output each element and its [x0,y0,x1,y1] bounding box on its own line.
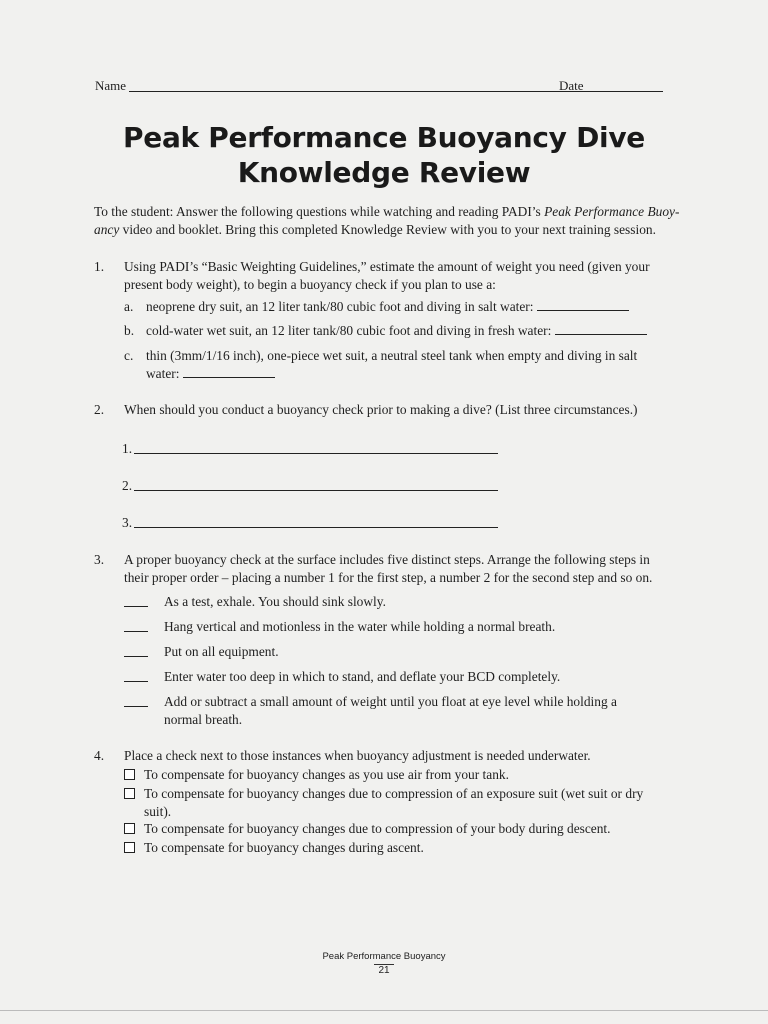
name-label: Name [95,78,127,93]
step-text: Hang vertical and motionless in the water while holding a normal breath. [164,619,556,634]
question-number: 2. [94,402,105,417]
question-text: A proper buoyancy check at the surface includes five distinct steps. Arrange the following steps in their proper order – placing a number 1 for the first step, a number 2 for the second step and so on. [124,552,653,585]
option-text: To compensate for buoyancy changes due to compression of your body during descent. [144,821,611,836]
checkbox[interactable] [124,769,135,780]
line-number: 2. [122,478,133,493]
order-blank[interactable] [124,706,148,707]
step-text: Put on all equipment. [164,644,279,659]
answer-line-1[interactable] [122,440,502,458]
order-blank[interactable] [124,656,148,657]
running-title: Peak Performance Buoyancy [322,951,446,962]
step-text: Enter water too deep in which to stand, and deflate your BCD completely. [164,669,561,684]
sub-letter: c. [124,348,134,363]
option-text: To compensate for buoyancy changes as you use air from your tank. [144,767,509,782]
page-number: 21 [374,964,393,976]
line-number: 3. [122,515,133,530]
question-number: 1. [94,259,105,274]
sub-letter: a. [124,299,134,314]
intro-suffix: video and booklet. Bring this completed Knowledge Review with you to your next training session. [119,222,656,237]
order-blank[interactable] [124,606,148,607]
intro-italic-title: Peak Performance Buoy-ancy [94,204,680,237]
question-number: 4. [94,748,105,763]
option-text: To compensate for buoyancy changes due to compression of an exposure suit (wet suit or dry suit). [144,786,644,819]
intro-prefix: To the student: Answer the following questions while watching and reading PADI’s [94,204,545,219]
option-text: To compensate for buoyancy changes during ascent. [144,840,424,855]
checkbox[interactable] [124,788,135,799]
question-number: 3. [94,552,105,567]
step-text: As a test, exhale. You should sink slowly. [164,594,386,609]
page-title [0,120,768,190]
sub-letter: b. [124,323,135,338]
sub-text: neoprene dry suit, an 12 liter tank/80 cubic foot and diving in salt water: [146,299,534,314]
date-label: Date [559,78,584,93]
order-blank[interactable] [124,681,148,682]
answer-blank[interactable] [183,365,275,378]
header-fields [95,78,663,96]
title-line-2: Knowledge Review [237,156,531,189]
intro-paragraph [94,203,684,239]
answer-blank[interactable] [555,322,647,335]
sub-text: thin (3mm/1/16 inch), one-piece wet suit, a neutral steel tank when empty and diving in salt water: [146,348,638,381]
question-1 [94,258,674,298]
question-text: Using PADI’s “Basic Weighting Guidelines,” estimate the amount of weight you need (given your present body weight), to begin a buoyancy check if you plan to use a: [124,259,650,292]
step-text: Add or subtract a small amount of weight until you float at eye level while holding a normal breath. [164,694,617,727]
answer-line-2[interactable] [122,477,502,495]
question-text: When should you conduct a buoyancy check prior to making a dive? (List three circumstances.) [124,402,638,417]
checkbox[interactable] [124,842,135,853]
page-footer [0,951,768,976]
question-3 [94,551,674,591]
scan-edge-rule [0,1010,768,1011]
answer-line-3[interactable] [122,514,502,532]
question-text: Place a check next to those instances when buoyancy adjustment is needed underwater. [124,748,591,763]
sub-text: cold-water wet suit, an 12 liter tank/80 cubic foot and diving in fresh water: [146,323,552,338]
answer-blank[interactable] [537,298,629,311]
title-line-1: Peak Performance Buoyancy Dive [123,121,645,154]
order-blank[interactable] [124,631,148,632]
question-4 [94,747,674,767]
page-number-wrap [0,965,768,976]
line-number: 1. [122,441,133,456]
question-2 [94,401,674,421]
date-field-line[interactable] [583,91,663,92]
checkbox[interactable] [124,823,135,834]
